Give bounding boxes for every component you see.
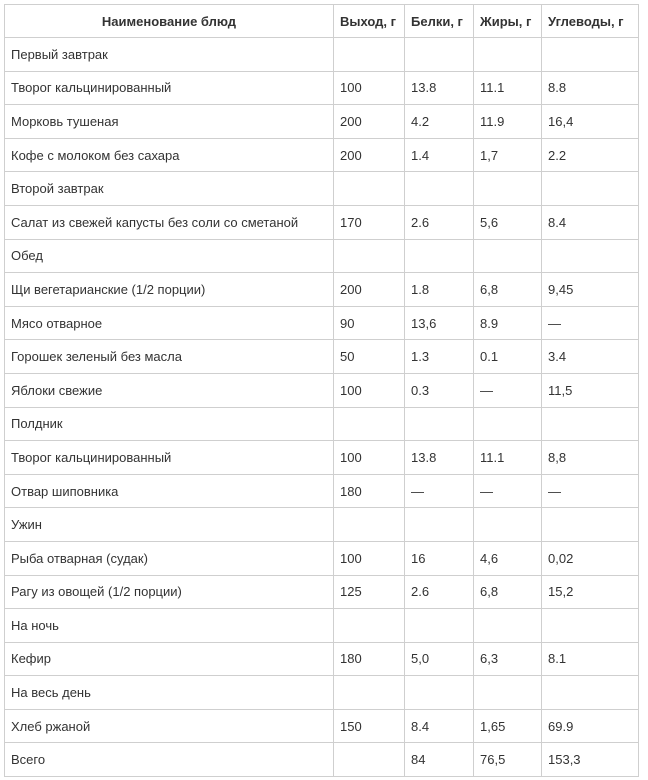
table-row (5, 71, 639, 105)
fat-cell (474, 38, 542, 72)
header-protein: Белки, г (405, 5, 474, 38)
meal-section-row (5, 239, 639, 273)
dish-name-cell: Горошек зеленый без масла (5, 340, 334, 374)
table-row (5, 105, 639, 139)
fat-cell: 76,5 (474, 743, 542, 777)
output-cell (334, 239, 405, 273)
table-row (5, 709, 639, 743)
header-output: Выход, г (334, 5, 405, 38)
dish-name-cell: Отвар шиповника (5, 474, 334, 508)
protein-cell (405, 38, 474, 72)
dish-name-cell: Рагу из овощей (1/2 порции) (5, 575, 334, 609)
meal-section-row (5, 38, 639, 72)
output-cell (334, 508, 405, 542)
protein-cell: 4.2 (405, 105, 474, 139)
table-row (5, 273, 639, 307)
header-row (5, 5, 639, 38)
table-row (5, 474, 639, 508)
fat-cell (474, 239, 542, 273)
fat-cell (474, 676, 542, 710)
fat-cell: 1,65 (474, 709, 542, 743)
table-row (5, 373, 639, 407)
output-cell: 100 (334, 71, 405, 105)
protein-cell (405, 609, 474, 643)
fat-cell: 4,6 (474, 541, 542, 575)
table-row (5, 541, 639, 575)
dish-name-cell: Ужин (5, 508, 334, 542)
protein-cell: 1.8 (405, 273, 474, 307)
fat-cell: 0.1 (474, 340, 542, 374)
diet-menu-table (4, 4, 639, 777)
dish-name-cell: Всего (5, 743, 334, 777)
header-dish-name: Наименование блюд (5, 5, 334, 38)
carbs-cell (542, 609, 639, 643)
dish-name-cell: Полдник (5, 407, 334, 441)
carbs-cell: 15,2 (542, 575, 639, 609)
table-row (5, 205, 639, 239)
fat-cell: 11.9 (474, 105, 542, 139)
output-cell: 100 (334, 373, 405, 407)
dish-name-cell: Первый завтрак (5, 38, 334, 72)
carbs-cell (542, 676, 639, 710)
table-row (5, 575, 639, 609)
output-cell: 200 (334, 105, 405, 139)
carbs-cell: 8.1 (542, 642, 639, 676)
meal-section-row (5, 508, 639, 542)
carbs-cell: 0,02 (542, 541, 639, 575)
carbs-cell: 2.2 (542, 138, 639, 172)
dish-name-cell: Второй завтрак (5, 172, 334, 206)
fat-cell: 5,6 (474, 205, 542, 239)
output-cell: 150 (334, 709, 405, 743)
output-cell: 200 (334, 273, 405, 307)
output-cell: 170 (334, 205, 405, 239)
dish-name-cell: Хлеб ржаной (5, 709, 334, 743)
protein-cell: 8.4 (405, 709, 474, 743)
protein-cell (405, 407, 474, 441)
header-carbs: Углеводы, г (542, 5, 639, 38)
protein-cell (405, 508, 474, 542)
table-body (5, 38, 639, 777)
table-row (5, 642, 639, 676)
fat-cell: 8.9 (474, 306, 542, 340)
output-cell: 100 (334, 441, 405, 475)
dish-name-cell: На ночь (5, 609, 334, 643)
table-row (5, 441, 639, 475)
carbs-cell (542, 508, 639, 542)
carbs-cell (542, 407, 639, 441)
carbs-cell: 16,4 (542, 105, 639, 139)
total-row (5, 743, 639, 777)
carbs-cell (542, 172, 639, 206)
header-fat: Жиры, г (474, 5, 542, 38)
table-row (5, 138, 639, 172)
dish-name-cell: Рыба отварная (судак) (5, 541, 334, 575)
fat-cell: 11.1 (474, 71, 542, 105)
output-cell: 180 (334, 642, 405, 676)
protein-cell: 13,6 (405, 306, 474, 340)
protein-cell: 1.3 (405, 340, 474, 374)
protein-cell: 1.4 (405, 138, 474, 172)
output-cell: 50 (334, 340, 405, 374)
carbs-cell: 153,3 (542, 743, 639, 777)
carbs-cell: 8,8 (542, 441, 639, 475)
protein-cell: 0.3 (405, 373, 474, 407)
dish-name-cell: Кофе с молоком без сахара (5, 138, 334, 172)
output-cell: 90 (334, 306, 405, 340)
protein-cell: 84 (405, 743, 474, 777)
carbs-cell: 8.8 (542, 71, 639, 105)
carbs-cell: 9,45 (542, 273, 639, 307)
table-row (5, 340, 639, 374)
fat-cell: 6,3 (474, 642, 542, 676)
fat-cell (474, 407, 542, 441)
output-cell: 200 (334, 138, 405, 172)
protein-cell: 13.8 (405, 71, 474, 105)
protein-cell: 2.6 (405, 575, 474, 609)
carbs-cell: — (542, 474, 639, 508)
dish-name-cell: Творог кальцинированный (5, 71, 334, 105)
table-row (5, 306, 639, 340)
carbs-cell (542, 239, 639, 273)
meal-section-row (5, 407, 639, 441)
output-cell: 180 (334, 474, 405, 508)
meal-section-row (5, 172, 639, 206)
output-cell (334, 407, 405, 441)
output-cell (334, 609, 405, 643)
carbs-cell: 3.4 (542, 340, 639, 374)
output-cell (334, 38, 405, 72)
dish-name-cell: Кефир (5, 642, 334, 676)
output-cell (334, 743, 405, 777)
fat-cell (474, 609, 542, 643)
output-cell (334, 172, 405, 206)
carbs-cell: 11,5 (542, 373, 639, 407)
protein-cell (405, 676, 474, 710)
carbs-cell: — (542, 306, 639, 340)
meal-section-row (5, 676, 639, 710)
fat-cell (474, 508, 542, 542)
dish-name-cell: Мясо отварное (5, 306, 334, 340)
protein-cell (405, 172, 474, 206)
carbs-cell: 8.4 (542, 205, 639, 239)
protein-cell (405, 239, 474, 273)
protein-cell: — (405, 474, 474, 508)
dish-name-cell: Щи вегетарианские (1/2 порции) (5, 273, 334, 307)
fat-cell: — (474, 373, 542, 407)
carbs-cell: 69.9 (542, 709, 639, 743)
carbs-cell (542, 38, 639, 72)
output-cell: 100 (334, 541, 405, 575)
protein-cell: 2.6 (405, 205, 474, 239)
dish-name-cell: Морковь тушеная (5, 105, 334, 139)
meal-section-row (5, 609, 639, 643)
dish-name-cell: Салат из свежей капусты без соли со сметаной (5, 205, 334, 239)
fat-cell: — (474, 474, 542, 508)
fat-cell: 1,7 (474, 138, 542, 172)
output-cell: 125 (334, 575, 405, 609)
protein-cell: 13.8 (405, 441, 474, 475)
dish-name-cell: Творог кальцинированный (5, 441, 334, 475)
table-header (5, 5, 639, 38)
fat-cell (474, 172, 542, 206)
fat-cell: 6,8 (474, 273, 542, 307)
fat-cell: 11.1 (474, 441, 542, 475)
fat-cell: 6,8 (474, 575, 542, 609)
dish-name-cell: Яблоки свежие (5, 373, 334, 407)
dish-name-cell: Обед (5, 239, 334, 273)
protein-cell: 16 (405, 541, 474, 575)
output-cell (334, 676, 405, 710)
protein-cell: 5,0 (405, 642, 474, 676)
dish-name-cell: На весь день (5, 676, 334, 710)
